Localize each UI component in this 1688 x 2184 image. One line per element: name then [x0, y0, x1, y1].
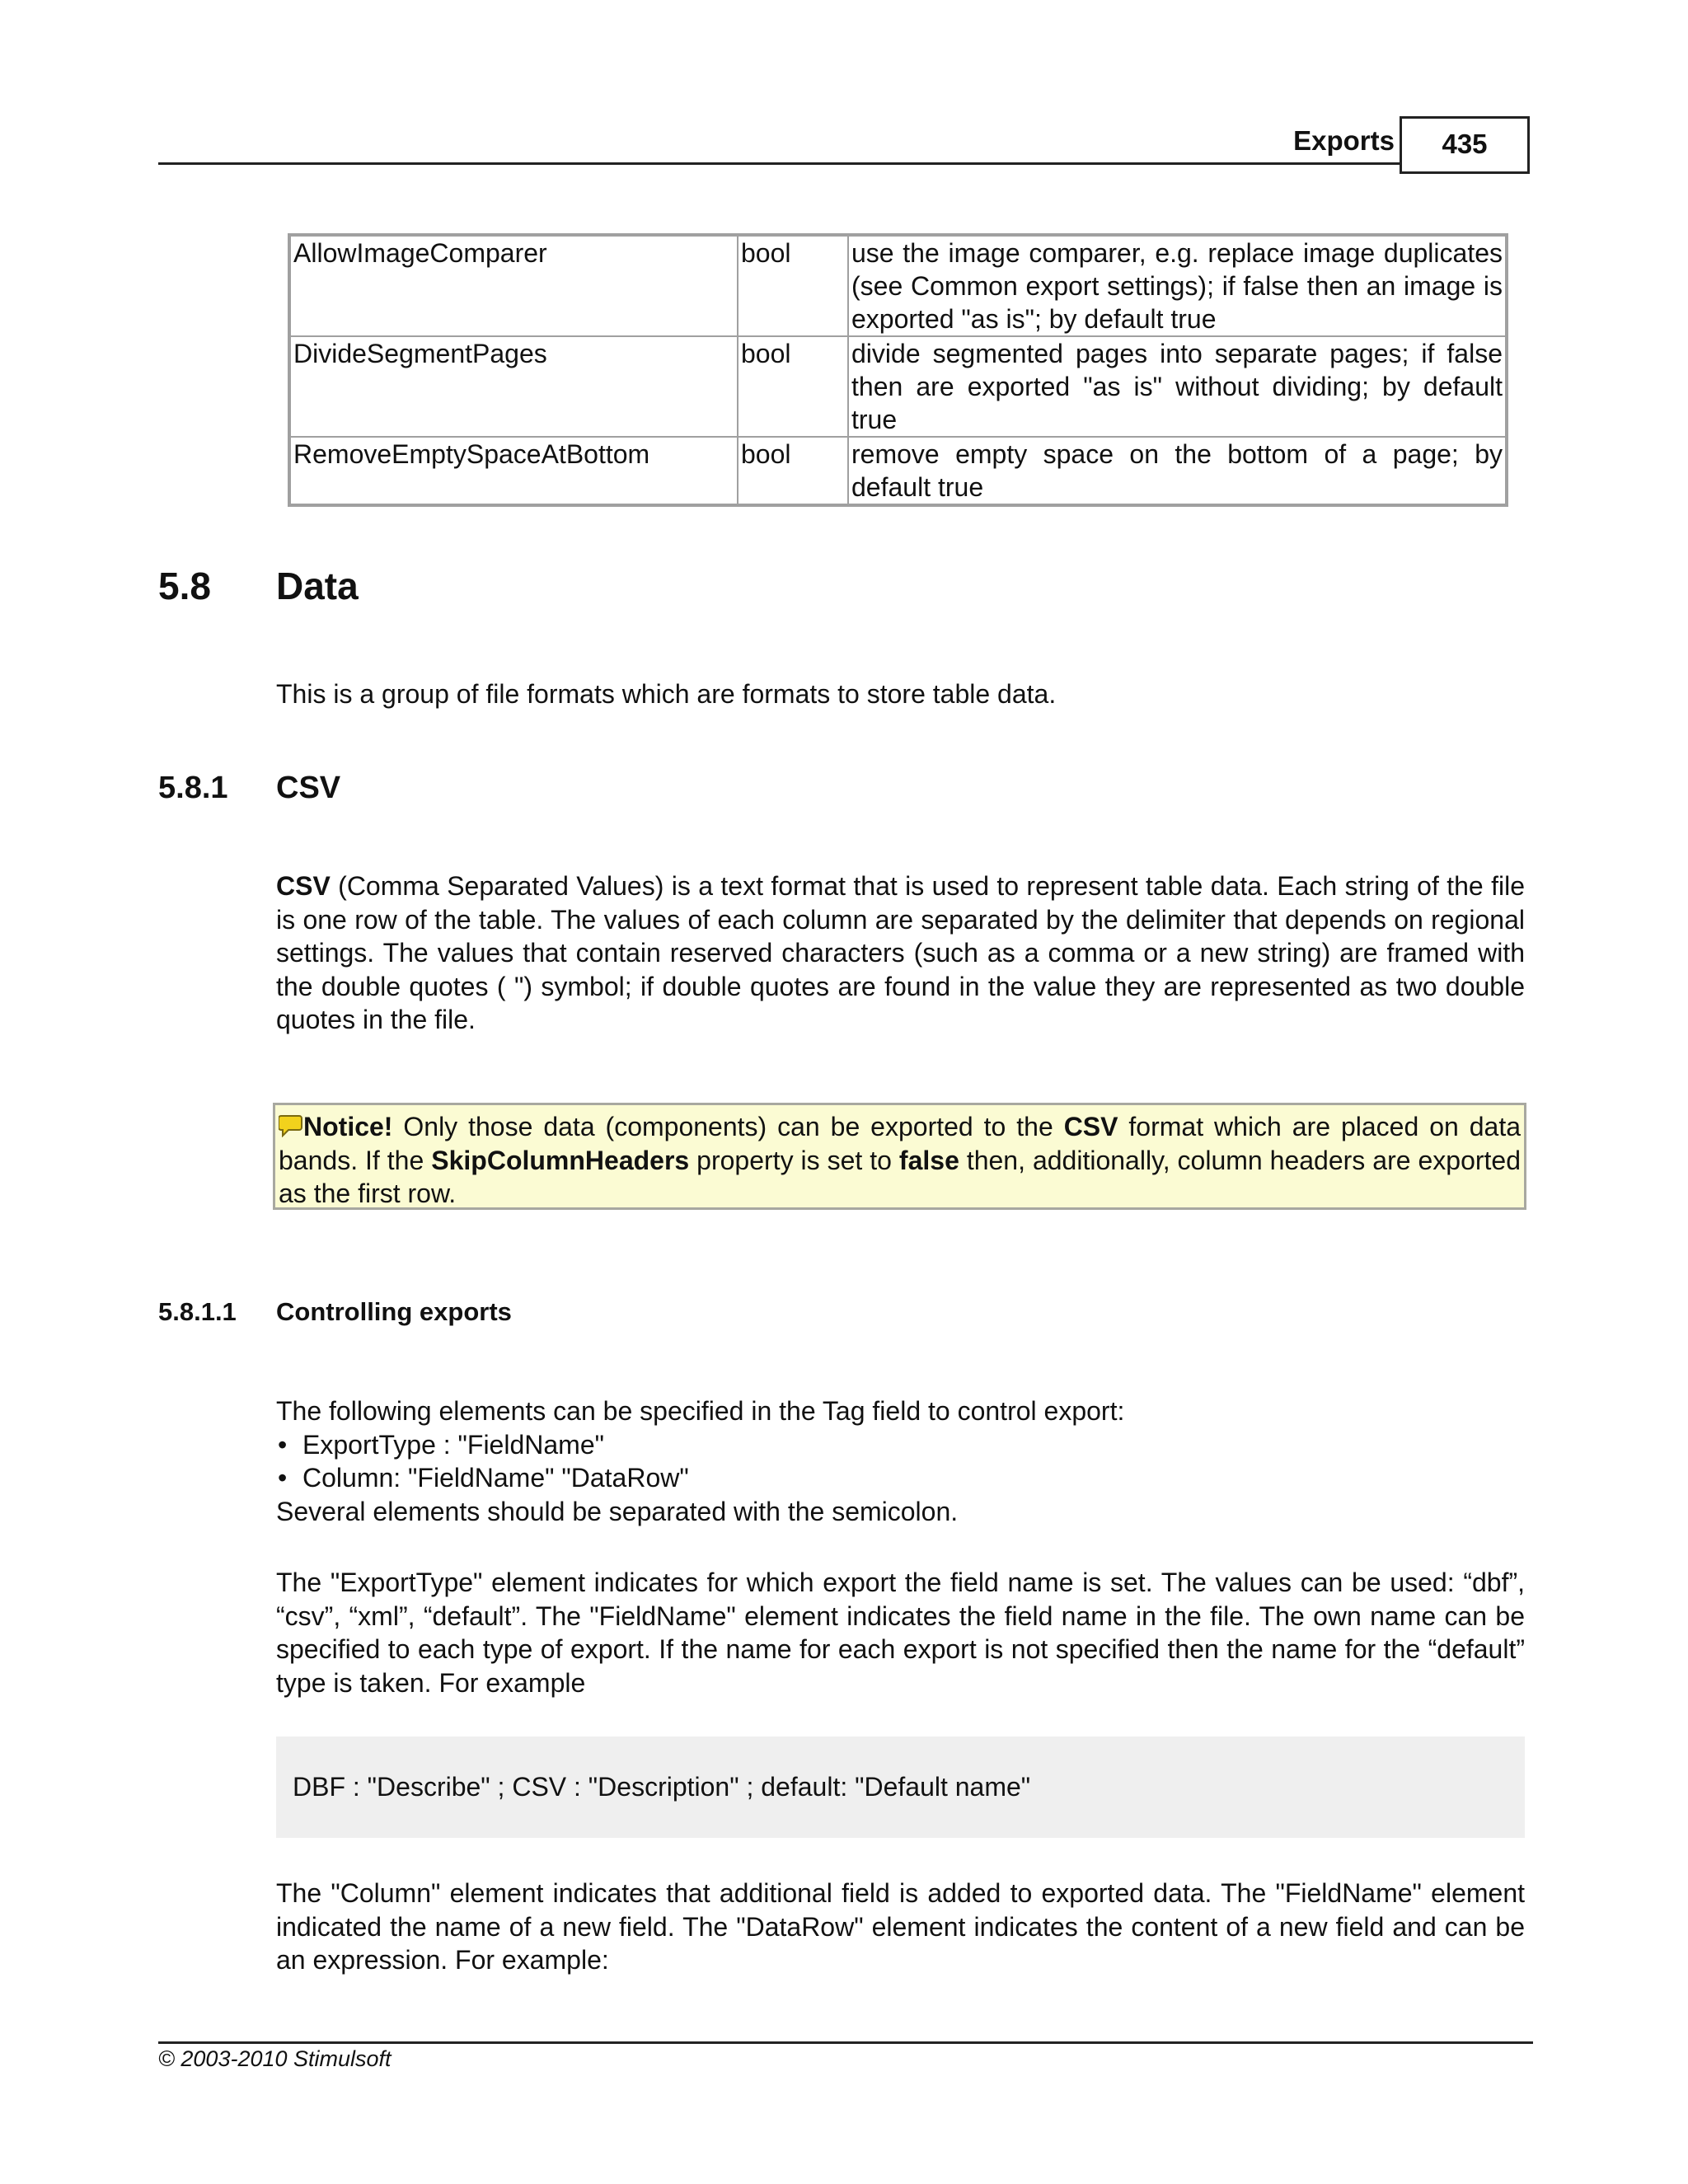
property-type: bool — [738, 437, 848, 505]
subsection-title: CSV — [276, 771, 341, 805]
page-number: 435 — [1400, 116, 1530, 174]
subsubsection-title: Controlling exports — [276, 1297, 512, 1326]
property-type: bool — [738, 336, 848, 437]
footer-copyright: © 2003-2010 Stimulsoft — [158, 2046, 392, 2071]
property-description: remove empty space on the bottom of a page; by default true — [848, 437, 1507, 505]
notice-text: then, additionally, column headers are exported as the first row. — [279, 1145, 1522, 1208]
notice-text: format which are placed on data bands. If the — [279, 1112, 1522, 1175]
table-row — [289, 437, 1507, 505]
exporttype-paragraph: The "ExportType" element indicates for which export the field name is set. The values can be used: “dbf”, “csv”, “xml”, “default”. The "FieldName" element indicates the field name in the file. The own name can be specified to each type of export. If the name for each export is not specified then the name for the “default” type is taken. For example — [276, 1568, 1525, 1698]
controlling-intro-block — [276, 1394, 1525, 1528]
notice-text: property is set to — [689, 1145, 899, 1175]
table-row — [289, 336, 1507, 437]
notice-property: SkipColumnHeaders — [431, 1145, 690, 1175]
header-rule — [158, 162, 1400, 165]
separator-note: Several elements should be separated with the semicolon. — [276, 1496, 959, 1526]
section-intro: This is a group of file formats which are formats to store table data. — [276, 679, 1057, 709]
property-type: bool — [738, 235, 848, 336]
list-item: • Column: "FieldName" "DataRow" — [276, 1461, 1525, 1495]
subsubsection-number: 5.8.1.1 — [158, 1297, 237, 1326]
list-item: • ExportType : "FieldName" — [276, 1428, 1525, 1462]
property-name: DivideSegmentPages — [289, 336, 738, 437]
column-paragraph: The "Column" element indicates that additional field is added to exported data. The "FieldName" element indicated the name of a new field. The "DataRow" element indicates the content of a new field and can be an expression. For example: — [276, 1878, 1525, 1975]
section-number: 5.8 — [158, 565, 211, 607]
csv-lead: CSV — [276, 871, 331, 901]
notice-value: false — [898, 1145, 959, 1175]
csv-paragraph — [276, 869, 1525, 1037]
csv-body: (Comma Separated Values) is a text format that is used to represent table data. Each string of the file is one row of the table. The values of each column are separated by the delimiter that depends on regional settings. The values that contain reserved characters (such as a comma or a new string) are framed with the double quotes ( ") symbol; if double quotes are found in the value they are represented as two double quotes in the file. — [276, 871, 1525, 1034]
notice-format: CSV — [1063, 1112, 1118, 1141]
property-description: use the image comparer, e.g. replace image duplicates (see Common export settings); if false then an image is exported "as is"; by default true — [848, 235, 1507, 336]
notice-text: Only those data (components) can be exported to the — [392, 1112, 1064, 1141]
notice-label: Notice! — [303, 1112, 393, 1141]
controlling-intro: The following elements can be specified in the Tag field to control export: — [276, 1396, 1125, 1426]
property-name: AllowImageComparer — [289, 235, 738, 336]
notice-box — [273, 1103, 1526, 1210]
subsection-number: 5.8.1 — [158, 771, 228, 805]
code-example: DBF : "Describe" ; CSV : "Description" ; default: "Default name" — [276, 1736, 1525, 1838]
table-row — [289, 235, 1507, 336]
footer-rule — [158, 2041, 1533, 2044]
property-description: divide segmented pages into separate pages; if false then are exported "as is" without dividing; by default true — [848, 336, 1507, 437]
note-icon — [279, 1112, 303, 1137]
header-section-title: Exports — [1293, 125, 1395, 156]
properties-table — [288, 233, 1508, 507]
property-name: RemoveEmptySpaceAtBottom — [289, 437, 738, 505]
section-title: Data — [276, 565, 359, 607]
element-list — [276, 1428, 1525, 1495]
